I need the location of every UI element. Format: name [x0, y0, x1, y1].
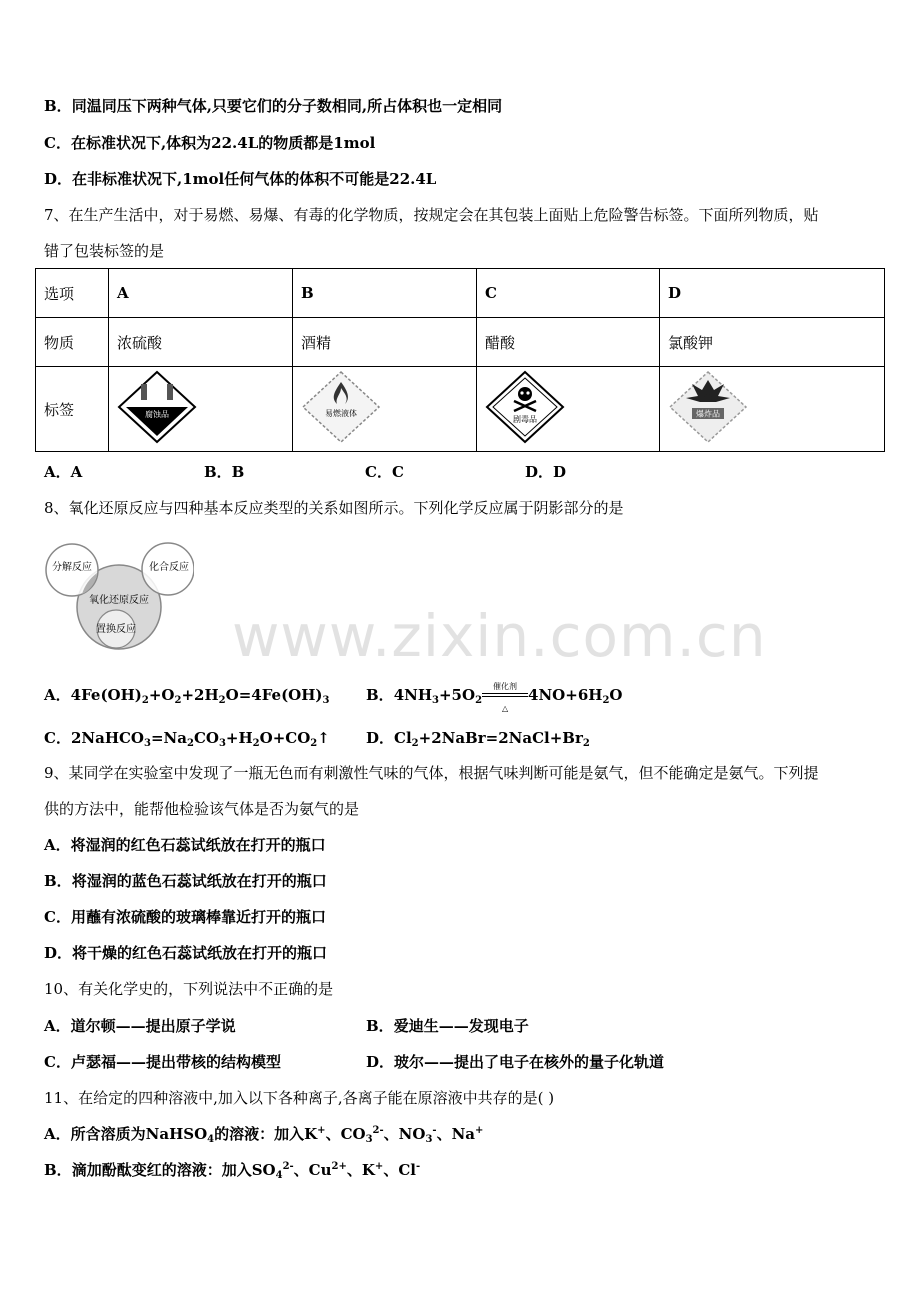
substance-cell: 氯酸钾: [660, 318, 885, 367]
q9-stem-line2: 供的方法中，能帮他检验该气体是否为氨气的是: [44, 800, 360, 818]
redox-label: 氧化还原反应: [89, 595, 149, 606]
header-cell: C: [477, 269, 660, 318]
q8-option-d: D．$Cl_2+2NaBr=2NaCl+Br_2$: [366, 729, 590, 749]
explosive-label-icon: [668, 370, 748, 444]
flammable-label-icon: [301, 370, 381, 444]
q11-option-a: A．所含溶质为NaHSO$_4$的溶液：加入K+、$CO_3^{2-}$、$NO_3^-$、Na+: [44, 1125, 484, 1145]
table-row-header: [36, 269, 885, 318]
q11-stem: 11、在给定的四种溶液中,加入以下各种离子,各离子能在原溶液中共存的是( ): [44, 1089, 555, 1107]
q7-stem-line1: 7、在生产生活中，对于易燃、易爆、有毒的化学物质，按规定会在其包装上面贴上危险警告标签。下面所列物质，贴: [44, 206, 819, 224]
svg-text:腐蚀品: 腐蚀品: [145, 410, 169, 419]
q10-option-b: B．爱迪生——发现电子: [366, 1017, 529, 1035]
q10-option-a: A．道尔顿——提出原子学说: [44, 1017, 236, 1035]
table-row-substance: [36, 318, 885, 367]
q10-option-c: C．卢瑟福——提出带核的结构模型: [44, 1053, 281, 1071]
watermark: www.zixin.com.cn: [232, 602, 767, 670]
q9-stem-line1: 9、某同学在实验室中发现了一瓶无色而有刺激性气味的气体，根据气味判断可能是氨气，但不能确定是氨气。下列提: [44, 764, 819, 782]
q8-option-b: B．$4NH_3+5O_2$ 催化剂 △ $4NO+6H_2O$: [366, 682, 623, 713]
svg-text:易燃液体: 易燃液体: [325, 409, 357, 418]
q11-option-b: B．滴加酚酞变红的溶液：加入$SO_4^{2-}$、$Cu^{2+}$、K+、Cl-: [44, 1161, 421, 1181]
svg-text:剧毒品: 剧毒品: [513, 415, 537, 424]
q7-answer-a: A．A: [44, 463, 83, 481]
corrosive-label-icon: [117, 370, 197, 444]
q9-option-d: D．将干燥的红色石蕊试纸放在打开的瓶口: [44, 944, 328, 962]
substance-cell: 酒精: [293, 318, 477, 367]
table-row-label: [36, 367, 885, 452]
displacement-label: 置换反应: [96, 624, 136, 635]
combination-label: 化合反应: [149, 562, 189, 573]
q9-option-c: C．用蘸有浓硫酸的玻璃棒靠近打开的瓶口: [44, 908, 326, 926]
q8-option-c: C．$2NaHCO_3=Na_2CO_3+H_2O+CO_2↑$: [44, 729, 330, 749]
substance-cell: 醋酸: [477, 318, 660, 367]
label-cell-d: [660, 367, 885, 452]
reaction-venn-diagram: [44, 537, 194, 653]
q7-answer-b: B．B: [204, 463, 245, 481]
q7-answer-d: D．D: [525, 463, 567, 481]
catalyst-arrow: 催化剂 △: [482, 689, 528, 703]
q8-stem: 8、氧化还原反应与四种基本反应类型的关系如图所示。下列化学反应属于阴影部分的是: [44, 499, 624, 517]
decomposition-label: 分解反应: [52, 562, 92, 573]
header-cell: B: [293, 269, 477, 318]
q6-option-d: D．在非标准状况下,1mol任何气体的体积不可能是22.4L: [44, 170, 437, 188]
q10-stem: 10、有关化学史的，下列说法中不正确的是: [44, 980, 334, 998]
q8-option-a: A．$4Fe(OH)_2+O_2+2H_2O=4Fe(OH)_3$: [44, 686, 330, 706]
substance-cell: 浓硫酸: [109, 318, 293, 367]
q6-option-b: B．同温同压下两种气体,只要它们的分子数相同,所占体积也一定相同: [44, 97, 503, 115]
q10-option-d: D．玻尔——提出了电子在核外的量子化轨道: [366, 1053, 665, 1071]
q9-option-b: B．将湿润的蓝色石蕊试纸放在打开的瓶口: [44, 872, 327, 890]
q7-answer-c: C．C: [365, 463, 404, 481]
q6-option-c: C．在标准状况下,体积为22.4L的物质都是1mol: [44, 134, 376, 152]
toxic-label-icon: [485, 370, 565, 444]
header-cell: D: [660, 269, 885, 318]
q7-stem-line2: 错了包装标签的是: [44, 242, 165, 260]
row-label: 物质: [36, 318, 109, 367]
row-label: 标签: [36, 367, 109, 452]
label-cell-b: [293, 367, 477, 452]
svg-text:爆炸品: 爆炸品: [696, 409, 720, 419]
header-cell: A: [109, 269, 293, 318]
q7-table: [35, 268, 885, 452]
header-cell: 选项: [36, 269, 109, 318]
label-cell-c: [477, 367, 660, 452]
q9-option-a: A．将湿润的红色石蕊试纸放在打开的瓶口: [44, 836, 326, 854]
label-cell-a: [109, 367, 293, 452]
